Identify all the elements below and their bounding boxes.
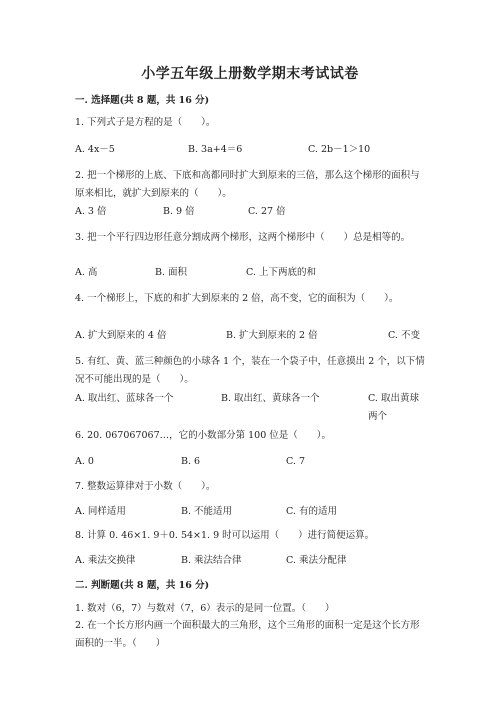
question-6: 6. 20. 067067067…，它的小数部分第 100 位是（ ）。	[75, 430, 332, 441]
question-1: 1. 下列式子是方程的是（ ）。	[75, 117, 216, 128]
question-5-option-b: B. 取出红、黄球各一个	[221, 393, 320, 404]
question-3-option-a: A. 高	[75, 267, 98, 278]
question-3-options	[75, 264, 425, 282]
question-4-option-b: B. 扩大到原来的 2 倍	[226, 330, 318, 341]
question-2-option-b: B. 9 倍	[163, 206, 195, 217]
question-7-option-c: C. 有的适用	[286, 506, 337, 517]
question-8-option-b: B. 乘法结合律	[181, 555, 242, 566]
question-3: 3. 把一个平行四边形任意分割成两个梯形，这两个梯形中（ ）总是相等的。	[75, 232, 411, 243]
question-4-options	[75, 327, 425, 345]
question-8-option-c: C. 乘法分配律	[286, 555, 347, 566]
question-6-option-b: B. 6	[181, 456, 201, 467]
judgement-1: 1. 数对（6，7）与数对（7，6）表示的是同一位置。（ ）	[75, 603, 335, 614]
question-1-option-c: C. 2b－1＞10	[308, 144, 371, 155]
question-6-options	[75, 453, 425, 471]
question-4-option-a: A. 扩大到原来的 4 倍	[75, 330, 167, 341]
question-7-option-a: A. 同样适用	[75, 506, 126, 517]
question-2-option-c: C. 27 倍	[248, 206, 286, 217]
question-8-option-a: A. 乘法交换律	[75, 555, 136, 566]
question-4: 4. 一个梯形上，下底的和扩大到原来的 2 倍，高不变，它的面积为（ ）。	[75, 293, 399, 304]
judgement-2: 2. 在一个长方形内画一个面积最大的三角形，这个三角形的面积一定是这个长方形面积的一半。（ ）	[75, 620, 420, 649]
question-2: 2. 把一个梯形的上底、下底和高都同时扩大到原来的三倍，那么这个梯形的面积与原来相比，就扩大到原来的（ ）。	[75, 170, 420, 199]
page-title: 小学五年级上册数学期末考试试卷	[141, 66, 359, 82]
question-8: 8. 计算 0. 46×1. 9＋0. 54×1. 9 时可以运用（ ）进行简便运算。	[75, 530, 375, 541]
section-heading-choice: 一. 选择题(共 8 题，共 16 分)	[75, 95, 210, 106]
question-1-option-b: B. 3a+4＝6	[188, 144, 243, 155]
question-2-options	[75, 203, 425, 221]
section-heading-judgement: 二. 判断题(共 8 题，共 16 分)	[75, 580, 210, 591]
question-7-option-b: B. 不能适用	[181, 506, 233, 517]
question-3-option-c: C. 上下两底的和	[246, 267, 316, 278]
question-5-option-a: A. 取出红、蓝球各一个	[75, 393, 174, 404]
question-1-options	[75, 141, 425, 159]
question-7-options	[75, 503, 425, 521]
question-2-option-a: A. 3 倍	[75, 206, 107, 217]
question-7: 7. 整数运算律对于小数（ ）。	[75, 481, 216, 492]
question-6-option-c: C. 7	[286, 456, 306, 467]
question-5-option-c: C. 取出黄球两个	[368, 393, 419, 422]
question-1-option-a: A. 4x－5	[75, 144, 115, 155]
question-3-option-b: B. 面积	[155, 267, 188, 278]
question-4-option-c: C. 不变	[388, 330, 420, 341]
question-5-options	[75, 390, 425, 426]
question-6-option-a: A. 0	[75, 456, 94, 467]
question-8-options	[75, 552, 425, 570]
question-5: 5. 有红、黄、蓝三种颜色的小球各 1 个，装在一个袋子中，任意摸出 2 个，以下情况不可能出现的是（ ）。	[75, 356, 425, 385]
